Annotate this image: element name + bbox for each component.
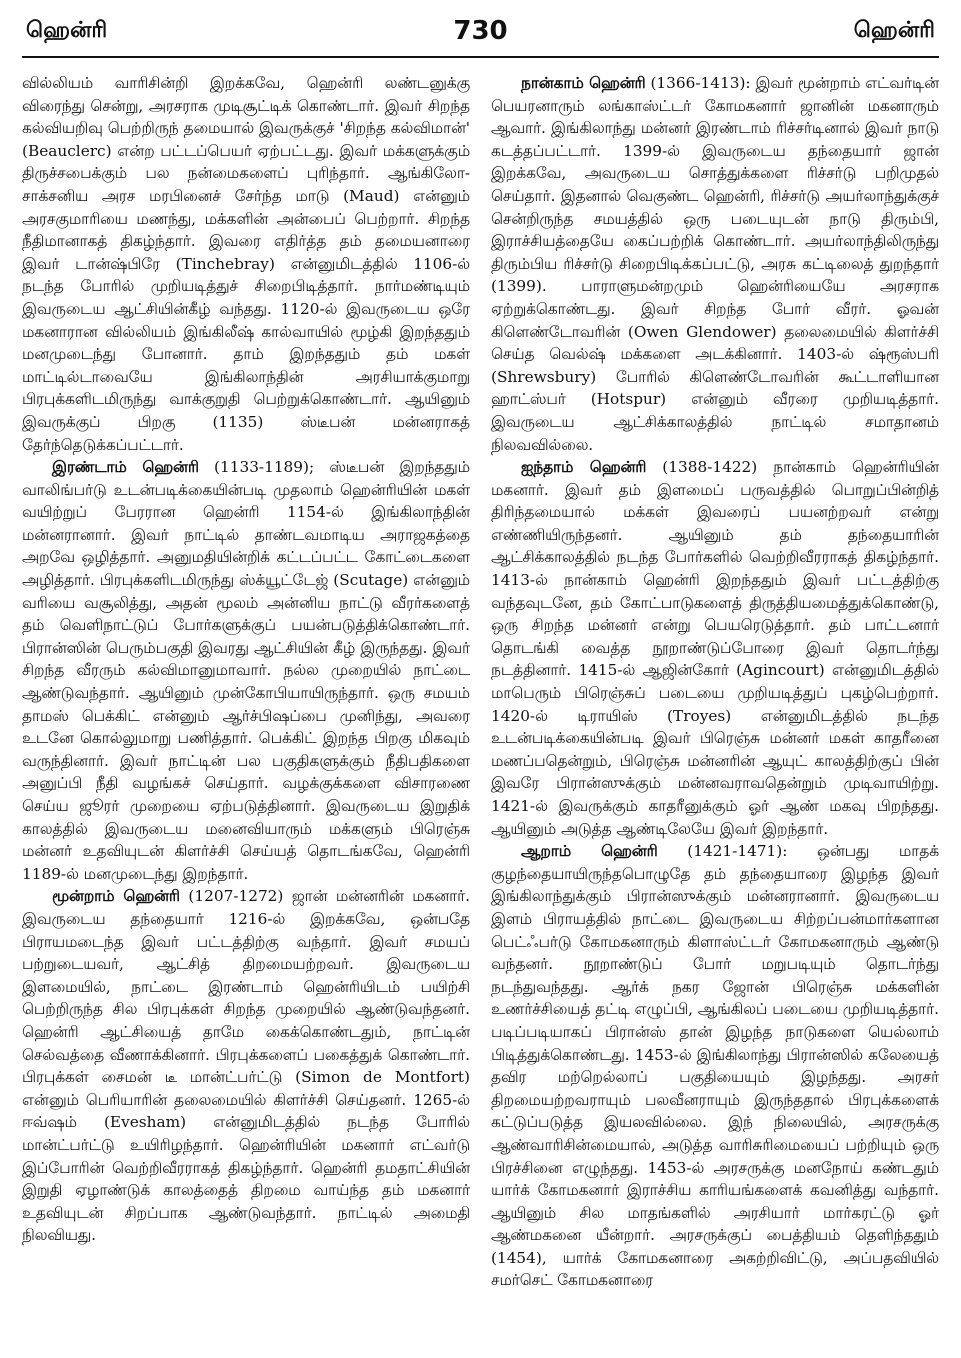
henry4-text: இவர் மூன்றாம் எட்வர்டின் பெயரனாரும் லங்காஸ்ட்டர் கோமகனார் ஜானின் மகனாரும் ஆவார். இங்கிலாந்து மன்னர் இரண்டாம் ரிச்சர்டினால் இவர் நாடு கடத்தப்பட்டார். 1399-ல் இவருடைய தந்தையார் ஜான் இறக்கவே, அவருடைய சொத்துக்களை ரிச்சர்டு பறிமுதல் செய்தார். இதனால் வெகுண்ட ஹென்ரி, ரிச்சர்டு அயர்லாந்துக்குச் சென்றிருந்த சமயத்தில் ஒரு படையுடன் நாடு திரும்பி, இராச்சியத்தையே கைப்பற்றிக் கொண்டார். அயர்லாந்திலிருந்து திரும்பிய ரிச்சர்டு சிறைபிடிக்கப்பட்டு, அரசு கட்டிலைத் துறந்தார் (1399). பாராளுமன்றமும் ஹென்ரியையே அரசராக ஏற்றுக்கொண்டது. இவர் சிறந்த போர் வீரர். ஓவன் கிளெண்டோவரின் (Owen Glendower) தலைமையில் கிளர்ச்சி செய்த வெல்ஷ் மக்களை அடக்கினார். 1403-ல் ஷ்ரூஸ்பரி (Shrewsbury) போரில் கிளெண்டோவரின் கூட்டாளியான ஹாட்ஸ்பர் (Hotspur) என்னும் வீரரை முறியடித்தார். இவருடைய ஆட்சிக்காலத்தில் நாட்டில் சமாதானம் நிலவவில்லை. [491,74,939,454]
text-columns [22,72,939,1354]
henry5-text: நான்காம் ஹென்ரியின் மகனார். இவர் தம் இளமைப் பருவத்தில் பொறுப்பின்றித் திரிந்தமையால் மக்கள் இவரைப் பயனற்றவர் என்று எண்ணியிருந்தனர். ஆயினும் தம் தந்தையாரின் ஆட்சிக்காலத்தில் நடந்த போர்களில் வெற்றிவீரராகத் திகழ்ந்தார். 1413-ல் நான்காம் ஹென்ரி இறந்ததும் இவர் பட்டத்திற்கு வந்தவுடனே, தம் கோட்பாடுகளைத் திருத்தியமைத்துக்கொண்டு, ஒரு சிறந்த மன்னர் என்று பெயரெடுத்தார். தம் பாட்டனார் தொடங்கி வைத்த நூறாண்டுப்போரை இவர் தொடர்ந்து நடத்தினார். 1415-ல் ஆஜின்கோர் (Agincourt) என்னுமிடத்தில் மாபெரும் பிரெஞ்சுப் படையை முறியடித்துப் புகழ்பெற்றார். 1420-ல் டிராயிஸ் (Troyes) என்னுமிடத்தில் நடந்த உடன்படிக்கையின்படி இவர் பிரெஞ்சு மன்னர் மகள் காதரீனை மணப்பதென்றும், பிரெஞ்சு மன்னரின் ஆயுட் காலத்திற்குப் பின் இவரே பிரான்ஸுக்கும் மன்னவராவதென்றும் முடிவாயிற்று. 1421-ல் இவருக்கும் காதரீனுக்கும் ஓர் ஆண் மகவு பிறந்தது. ஆயினும் அடுத்த ஆண்டிலேயே இவர் இறந்தார். [491,458,939,838]
page-header [22,14,939,58]
henry2-entry [22,456,470,885]
henry5-entry [491,456,939,840]
henry3-heading: மூன்றாம் ஹென்ரி [52,887,180,906]
headword-left: ஹென்ரி [26,18,108,43]
henry6-years: (1421-1471): [687,842,788,861]
right-column [491,72,939,1354]
henry4-entry [491,72,939,456]
henry5-years: (1388-1422) [662,458,758,477]
henry3-entry [22,885,470,1247]
henry5-heading: ஐந்தாம் ஹென்ரி [521,458,647,477]
henry3-years: (1207-1272) [188,887,284,906]
henry2-years: (1133-1189); [214,458,315,477]
henry6-heading: ஆறாம் ஹென்ரி [521,842,658,861]
henry2-heading: இரண்டாம் ஹென்ரி [52,458,199,477]
left-column [22,72,470,1354]
henry4-years: (1366-1413): [650,74,751,92]
henry2-text: ஸ்டீபன் இறந்ததும் வாலிங்பர்டு உடன்படிக்கையின்படி முதலாம் ஹென்ரியின் மகள் வயிற்றுப் பேரரான ஹென்ரி 1154-ல் இங்கிலாந்தின் மன்னரானார். இவர் நாட்டில் தாண்டவமாடிய அராஜகத்தை அறவே ஒழித்தார். அனுமதியின்றிக் கட்டப்பட்ட கோட்டைகளை அழித்தார். பிரபுக்களிடமிருந்து ஸ்க்யூட்டேஜ் (Scutage) என்னும் வரியை வசூலித்து, அதன் மூலம் அன்னிய நாட்டு வீரர்களைத் தம் வெளிநாட்டுப் போர்களுக்குப் பயன்படுத்திக்கொண்டார். பிரான்ஸின் பெரும்பகுதி இவரது ஆட்சியின் கீழ் இருந்தது. இவர் சிறந்த வீரரும் கல்விமானுமாவார். நல்ல முறையில் நாட்டை ஆண்டுவந்தார். ஆயினும் முன்கோபியாயிருந்தார். ஒரு சமயம் தாமஸ் பெக்கிட் என்னும் ஆர்ச்பிஷப்பை முனிந்து, அவரை உடனே கொல்லுமாறு பணித்தார். பெக்கிட் இறந்த பிறகு மிகவும் வருந்தினார். இவர் நாட்டின் பல பகுதிகளுக்கும் நீதிபதிகளை அனுப்பி நீதி வழங்கச் செய்தார். வழக்குக்களை விசாரணை செய்ய ஜூரர் முறையை ஏற்படுத்தினார். இவருடைய இறுதிக் காலத்தில் இவருடைய மனைவியாரும் மக்களும் பிரெஞ்சு மன்னர் உதவியுடன் கிளர்ச்சி செய்யத் தொடங்கவே, ஹென்ரி 1189-ல் மனமுடைந்து இறந்தார். [22,458,470,883]
henry3-text: ஜான் மன்னரின் மகனார். இவருடைய தந்தையார் 1216-ல் இறக்கவே, ஒன்பதே பிராயமடைந்த இவர் பட்டத்திற்கு வந்தார். இவர் சமயப் பற்றுடையவர், ஆட்சித் திறமையற்றவர். இவருடைய இளமையில், நாட்டை இரண்டாம் ஹென்ரியிடம் பயிற்சி பெற்றிருந்த சில பிரபுக்கள் சிறந்த முறையில் ஆண்டுவந்தனர். ஹென்ரி ஆட்சியைத் தாமே கைக்கொண்டதும், நாட்டின் செல்வத்தை வீணாக்கினார். பிரபுக்களைப் பகைத்துக் கொண்டார். பிரபுக்கள் சைமன் டீ மான்ட்பர்ட்டு (Simon de Montfort) என்னும் பெரியாரின் தலைமையில் கிளர்ச்சி செய்தனர். 1265-ல் ஈவ்ஷம் (Evesham) என்னுமிடத்தில் நடந்த போரில் மான்ட்பர்ட்டு உயிரிழந்தார். ஹென்ரியின் மகனார் எட்வர்டு இப்போரின் வெற்றிவீரராகத் திகழ்ந்தார். ஹென்ரி தமதாட்சியின் இறுதி ஏழாண்டுக் காலத்தைத் திறமை வாய்ந்த தம் மகனார் உதவியுடன் சிறப்பாக ஆண்டுவந்தார். நாட்டில் அமைதி நிலவியது. [22,887,470,1245]
henry4-heading: நான்காம் ஹென்ரி [521,74,646,92]
henry1-continuation: வில்லியம் வாரிசின்றி இறக்கவே, ஹென்ரி லண்டனுக்கு விரைந்து சென்று, அரசராக முடிசூட்டிக் கொண்டார். இவர் சிறந்த கல்வியறிவு பெற்றிருந் தமையால் இவருக்குச் 'சிறந்த கல்விமான்' (Beauclerc) என்ற பட்டப்பெயர் ஏற்பட்டது. இவர் மக்களுக்கும் திருச்சபைக்கும் பல நன்மைகளைப் புரிந்தார். ஆங்கிலோ-சாக்சனிய அரச மரபினைச் சேர்ந்த மாடு (Maud) என்னும் அரசகுமாரியை மணந்து, மக்களின் அன்பைப் பெற்றார். சிறந்த நீதிமானாகத் திகழ்ந்தார். இவரை எதிர்த்த தம் தமையனாரை இவர் டான்ஷ்பிரே (Tinchebray) என்னுமிடத்தில் 1106-ல் நடந்த போரில் முறியடித்துச் சிறைபிடித்தார். நார்மண்டியும் இவருடைய ஆட்சியின்கீழ் வந்தது. 1120-ல் இவருடைய ஒரே மகனாரான வில்லியம் இங்கிலீஷ் கால்வாயில் மூழ்கி இறந்ததும் மனமுடைந்து போனார். தாம் இறந்ததும் தம் மகள் மாட்டில்டாவையே இங்கிலாந்தின் அரசியாக்குமாறு பிரபுக்களிடமிருந்து வாக்குறுதி பெற்றுக்கொண்டார். ஆயினும் இவருக்குப் பிறகு (1135) ஸ்டீபன் மன்னராகத் தேர்ந்தெடுக்கப்பட்டார். [22,74,470,454]
page-number: 730 [453,16,508,46]
henry6-entry [491,840,939,1292]
headword-right: ஹென்ரி [853,18,935,43]
henry6-text: ஒன்பது மாதக் குழந்தையாயிருந்தபொழுதே தம் தந்தையாரை இழந்த இவர் இங்கிலாந்துக்கும் பிரான்ஸுக்கும் மன்னரானார். இவருடைய இளம் பிராயத்தில் நாட்டை இவருடைய சிற்றப்பன்மார்களான பெட்ஃபர்டு கோமகனாரும் கிளாஸ்ட்டர் கோமகனாரும் ஆண்டு வந்தனர். நூறாண்டுப் போர் மறுபடியும் தொடர்ந்து நடந்துவந்தது. ஆர்க் நகர ஜோன் பிரெஞ்சு மக்களின் உணர்ச்சியைத் தட்டி எழுப்பி, ஆங்கிலப் படையை முறியடித்தார். படிப்படியாகப் பிரான்ஸ் தான் இழந்த நாடுகளை யெல்லாம் பிடித்துக்கொண்டது. 1453-ல் இங்கிலாந்து பிரான்ஸில் கலேயைத் தவிர மற்றெல்லாப் பகுதியையும் இழந்தது. அரசர் திறமையற்றவராயும் பலவீனராயும் இருந்ததால் பிரபுக்களைக் கட்டுப்படுத்த இயலவில்லை. இந் நிலையில், அரசருக்கு ஆண்வாரிசின்மையால், அடுத்த வாரிசுரிமையைப் பற்றியும் ஒரு பிரச்சினை எழுந்தது. 1453-ல் அரசருக்கு மனநோய் கண்டதும் யார்க் கோமகனார் இராச்சிய காரியங்களைக் கவனித்து வந்தார். ஆயினும் சில மாதங்களில் அரசியார் மார்கரட்டு ஓர் ஆண்மகனை யீன்றார். அரசருக்குப் பைத்தியம் தெளிந்ததும் (1454), யார்க் கோமகனாரை அகற்றிவிட்டு, அப்பதவியில் சமர்செட் கோமகனாரை [491,842,939,1290]
